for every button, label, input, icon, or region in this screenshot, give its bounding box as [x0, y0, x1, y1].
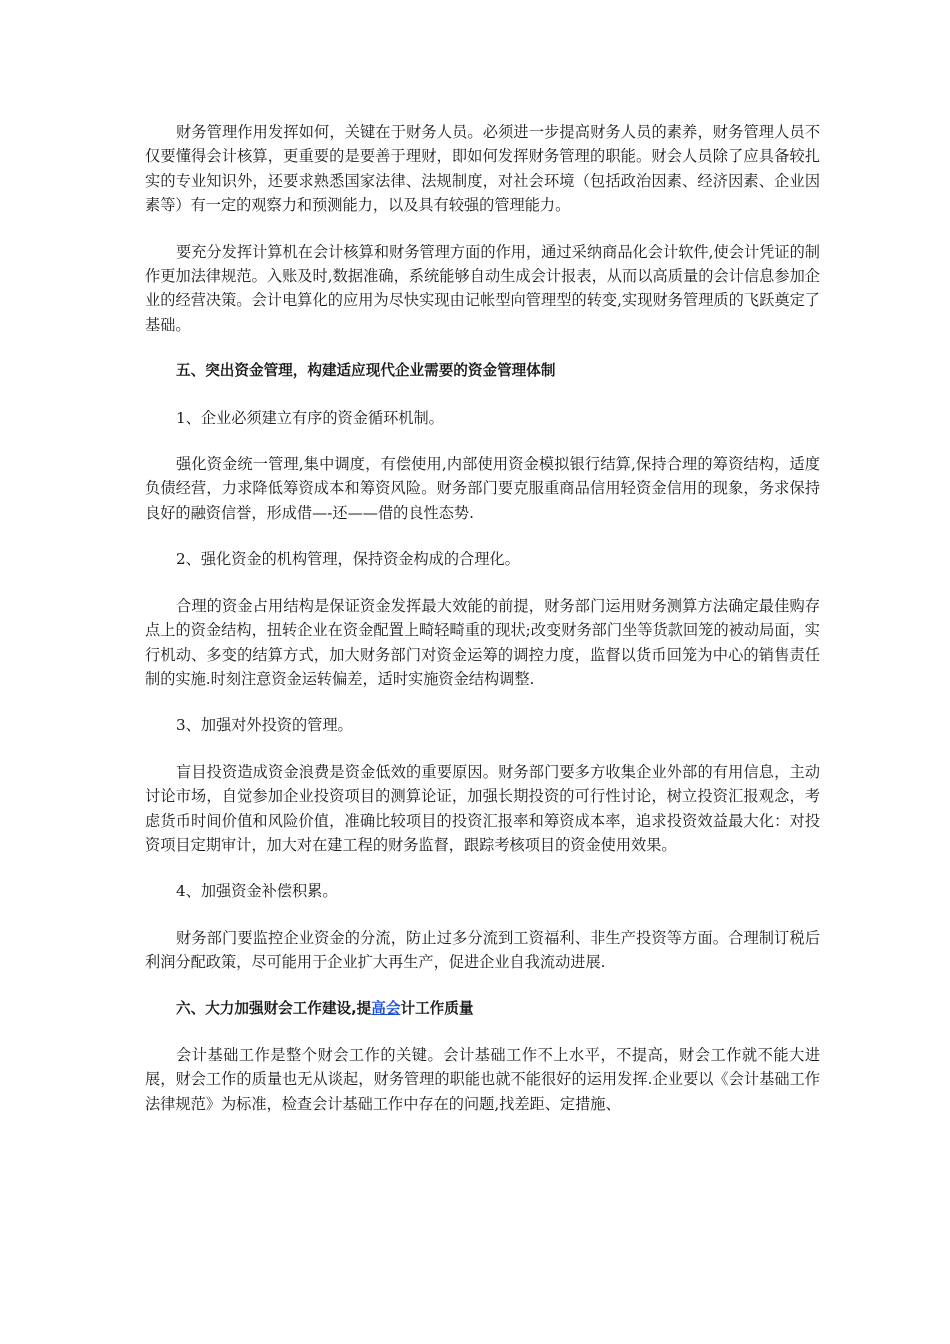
section-heading-5: 五、突出资金管理，构建适应现代企业需要的资金管理体制 [176, 362, 556, 380]
paragraph-finance-staff: 财务管理作用发挥如何，关键在于财务人员。必须进一步提高财务人员的素养，财务管理人员不仅要懂得会计核算，更重要的是要善于理财，即如何发挥财务管理的职能。财会人员除了应具备较扎实的专业知识外，还要求熟悉国家法律、法规制度，对社会环境（包括政治因素、经济因素、企业因素等）有一定的观察力和预测能力，以及具有较强的管理能力。 [145, 123, 820, 215]
subheading-3: 3、加强对外投资的管理。 [176, 716, 353, 735]
paragraph-computerization: 要充分发挥计算机在会计核算和财务管理方面的作用，通过采纳商品化会计软件,使会计凭证的制作更加法律规范。入账及时,数据准确，系统能够自动生成会计报表，从而以高质量的会计信息参加企业的经营决策。会计电算化的应用为尽快实现由记帐型向管理型的转变,实现财务管理质的飞跃奠定了基础。 [145, 242, 820, 334]
section-heading-6 [145, 997, 820, 1021]
subheading-2: 2、强化资金的机构管理，保持资金构成的合理化。 [176, 550, 520, 569]
paragraph-fund-cycle: 强化资金统一管理,集中调度，有偿使用,内部使用资金模拟银行结算,保持合理的筹资结构，适度负债经营，力求降低筹资成本和筹资风险。财务部门要克服重商品信用轻资金信用的现象，务求保持良好的融资信誉，形成借—-还——借的良性态势. [145, 455, 820, 522]
heading-6-link[interactable]: 高会 [371, 999, 401, 1017]
paragraph-accounting-basics: 会计基础工作是整个财会工作的关键。会计基础工作不上水平，不提高，财会工作就不能大进展，财会工作的质量也无从谈起，财务管理的职能也就不能很好的运用发挥.企业要以《会计基础工作法律规范》为标准，检查会计基础工作中存在的问题,找差距、定措施、 [145, 1045, 820, 1113]
heading-6-suffix: 计工作质量 [400, 999, 474, 1017]
document-body [145, 120, 820, 1138]
paragraph-investment: 盲目投资造成资金浪费是资金低效的重要原因。财务部门要多方收集企业外部的有用信息，主动讨论市场，自觉参加企业投资项目的测算论证，加强长期投资的可行性讨论，树立投资汇报观念，考虑货币时间价值和风险价值，准确比较项目的投资汇报率和筹资成本率，追求投资效益最大化：对投资项目定期审计，加大对在建工程的财务监督，跟踪考核项目的资金使用效果。 [145, 762, 820, 854]
heading-6-prefix: 六、大力加强财会工作建设,提 [176, 999, 372, 1017]
paragraph-fund-structure: 合理的资金占用结构是保证资金发挥最大效能的前提，财务部门运用财务测算方法确定最佳购存点上的资金结构，扭转企业在资金配置上畸轻畸重的现状;改变财务部门坐等货款回笼的被动局面，实行机动、多变的结算方式，加大财务部门对资金运筹的调控力度，监督以货币回笼为中心的销售责任制的实施.时刻注意资金运转偏差，适时实施资金结构调整. [145, 596, 820, 688]
subheading-4: 4、加强资金补偿积累。 [176, 882, 338, 901]
paragraph-fund-compensation: 财务部门要监控企业资金的分流，防止过多分流到工资福利、非生产投资等方面。合理制订税后利润分配政策，尽可能用于企业扩大再生产，促进企业自我流动进展. [145, 928, 820, 972]
subheading-1: 1、企业必须建立有序的资金循环机制。 [176, 408, 444, 427]
